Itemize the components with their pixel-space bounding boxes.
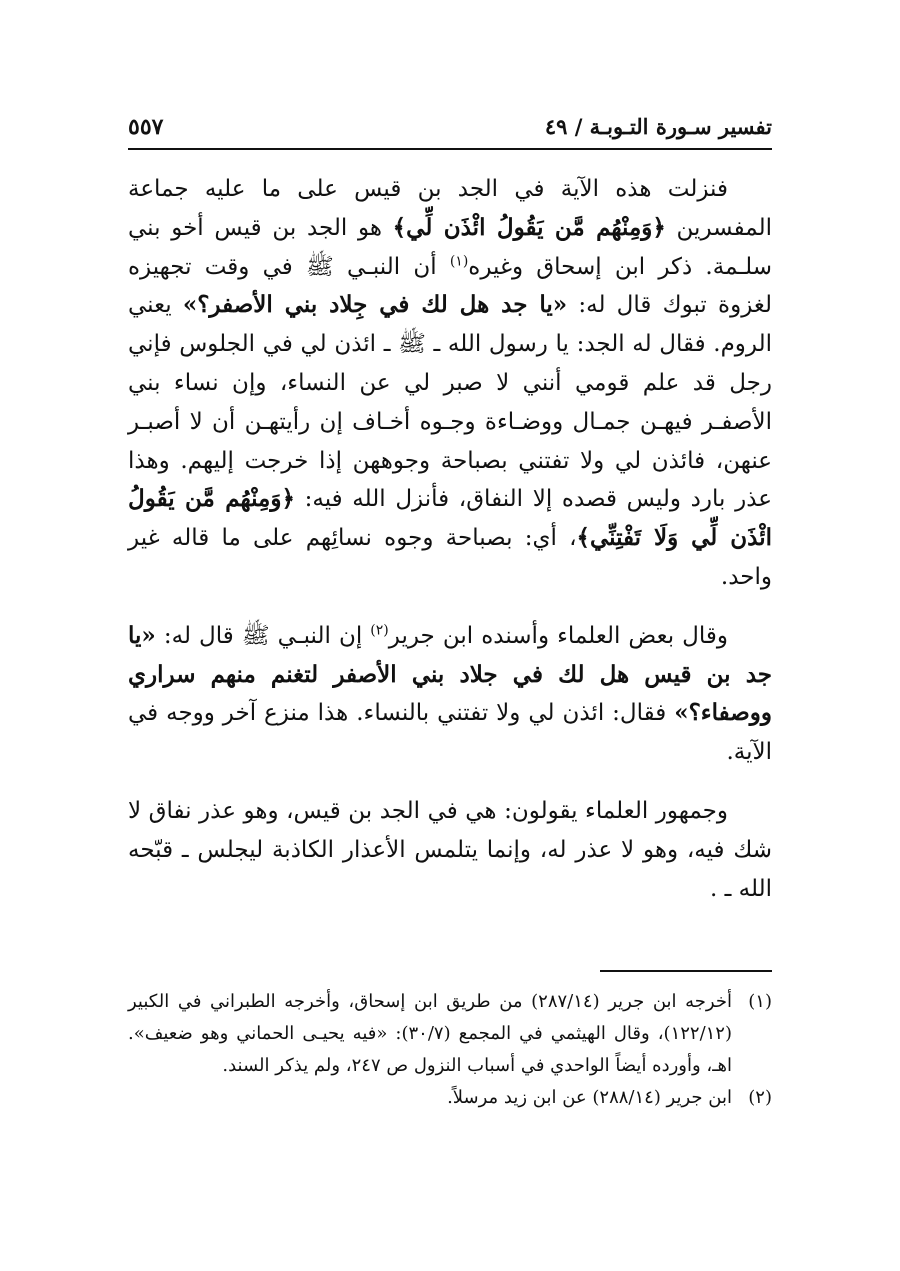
main-text: [128, 170, 772, 908]
hadith-quote: «يا جد بن قيس هل لك في جلاد بني الأصفر لتغنم منهم سراري ووصفاء؟»: [128, 621, 772, 727]
paragraph-1: [128, 170, 772, 597]
footnote-marker: (٢): [748, 1087, 772, 1108]
footnote-marker: (١): [748, 991, 772, 1012]
quran-quote: ﴿وَمِنْهُم مَّن يَقُولُ ائْذَن لِّي﴾: [392, 213, 666, 241]
hadith-quote: «يا جد هل لك في جِلاد بني الأصفر؟»: [182, 291, 568, 319]
footnote-text: ابن جرير (٢٨٨/١٤) عن ابن زيد مرسلاً.: [447, 1087, 732, 1108]
page-header: [128, 108, 772, 150]
quran-quote: ﴿وَمِنْهُم مَّن يَقُولُ ائْذَن لِّي وَلَا تَفْتِنِّي﴾: [128, 485, 772, 552]
text-segment: يعني الروم. فقال له الجد: يا رسول الله ـ ﷺ ـ ائذن لي في الجلوس فإني رجل قد علم قومي أنني لا صبر لي عن النساء، وإن نساء بني الأصفـر فيهـن جمـال ووضـاءة وجـوه أخـاف إن رأيتهـن أن لا أصبـر عنهن، فائذن لي ولا تفتني بصباحة وجوههن إذا خرجت إليهم. وهذا عذر بارد وليس قصده إلا النفاق، فأنزل الله فيه:: [128, 292, 772, 513]
text-segment: وجمهور العلماء يقولون: هي في الجد بن قيس، وهو عذر نفاق لا شك فيه، وهو لا عذر له، وإنما يتلمس الأعذار الكاذبة ليجلس ـ قبّحه الله ـ .: [128, 797, 772, 902]
footnote-ref-1: (١): [449, 252, 469, 269]
footnote-separator: [600, 970, 772, 972]
footnote-2: [128, 1082, 772, 1114]
text-segment: فنزلت هذه الآية في الجد بن قيس على ما عليه جماعة المفسرين: [128, 176, 773, 241]
text-segment: هو الجد بن قيس أخو بني سلـمة. ذكر ابن إسحاق وغيره: [128, 214, 772, 280]
paragraph-2: [128, 617, 772, 772]
footnotes: [128, 986, 772, 1114]
running-title: تفسير سـورة التـوبـة / ٤٩: [544, 114, 772, 139]
text-segment: وقال بعض العلماء وأسنده ابن جرير: [388, 622, 728, 649]
text-segment: إن النبـي ﷺ قال له:: [155, 622, 371, 649]
text-segment: أن النبـي ﷺ في وقت تجهيزه لغزوة تبوك قال له:: [128, 253, 772, 319]
footnote-ref-2: (٢): [370, 622, 389, 639]
footnote-text: أخرجه ابن جرير (٢٨٧/١٤) من طريق ابن إسحاق، وأخرجه الطبراني في الكبير (١٢٢/١٢)، وقال الهيثمي في المجمع (٣٠/٧): «فيه يحيـى الحماني وهو ضعيف». اهـ، وأورده أيضاً الواحدي في أسباب النزول ص ٢٤٧، ولم يذكر السند.: [128, 991, 732, 1076]
text-segment: ، أي: بصباحة وجوه نسائِهم على ما قاله غير واحد.: [128, 525, 772, 590]
text-segment: فقال: ائذن لي ولا تفتني بالنساء. هذا منزع آخر ووجه في الآية.: [128, 700, 772, 766]
paragraph-3: [128, 792, 772, 908]
page-number: ٥٥٧: [128, 114, 164, 140]
footnote-1: [128, 986, 772, 1082]
